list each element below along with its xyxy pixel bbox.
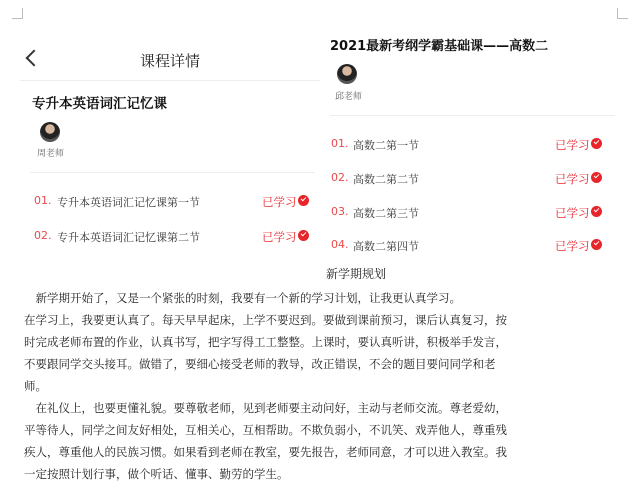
lesson-title: 专升本英语词汇记忆课第一节: [57, 196, 200, 209]
teacher-name: 邱老师: [335, 92, 363, 102]
essay-line: 在学习上，我要更认真了。每天早早起床，上学不要迟到。要做到课前预习，课后认真复习，按: [24, 313, 507, 327]
lesson-row[interactable]: [331, 137, 603, 157]
lesson-number: 03.: [331, 205, 349, 218]
course-detail-panel: [20, 48, 320, 112]
lesson-row[interactable]: [34, 194, 310, 214]
lesson-title: 高数二第四节: [353, 240, 419, 253]
lesson-number: 02.: [34, 229, 52, 242]
essay-line: 疾人，尊重他人的民族习惯。如果看到老师在教室，要先报告，老师同意，才可以进入教室。我: [24, 445, 507, 459]
lesson-row[interactable]: [331, 238, 603, 258]
teacher-avatar[interactable]: [337, 64, 357, 84]
lesson-row[interactable]: [34, 229, 310, 249]
lesson-title: 高数二第一节: [353, 139, 419, 152]
essay-line: 新学期开始了，又是一个紧张的时刻，我要有一个新的学习计划，让我更认真学习。: [24, 291, 461, 305]
check-icon: [298, 195, 309, 206]
lesson-row[interactable]: [331, 171, 603, 191]
lesson-number: 01.: [331, 137, 349, 150]
essay-line: 师。: [24, 379, 47, 393]
essay-title: 新学期规划: [326, 267, 387, 281]
lesson-title: 专升本英语词汇记忆课第二节: [57, 231, 200, 244]
teacher-name: 周老师: [37, 149, 65, 159]
crop-mark: [12, 8, 23, 19]
essay-line: 在礼仪上，也要更懂礼貌。要尊敬老师，见到老师要主动问好，主动与老师交流。尊老爱幼，: [24, 401, 507, 415]
course-title: 专升本英语词汇记忆课: [32, 96, 167, 112]
divider: [30, 172, 315, 173]
header-title: 课程详情: [139, 52, 200, 70]
lesson-status: 已学习: [555, 239, 590, 253]
lesson-number: 01.: [34, 194, 52, 207]
essay-line: 一定按照计划行事，做个听话、懂事、勤劳的学生。: [24, 467, 289, 481]
lesson-title: 高数二第二节: [353, 173, 419, 186]
lesson-number: 02.: [331, 171, 349, 184]
lesson-status: 已学习: [262, 230, 297, 244]
essay-line: 不要跟同学交头接耳。做错了，要细心接受老师的教导，改正错误，不会的题目要问同学和老: [24, 357, 496, 371]
lesson-title: 高数二第三节: [353, 207, 419, 220]
header-bar: [20, 48, 320, 81]
lesson-status: 已学习: [262, 195, 297, 209]
check-icon: [591, 206, 602, 217]
lesson-number: 04.: [331, 238, 349, 251]
lesson-status: 已学习: [555, 206, 590, 220]
crop-mark: [617, 8, 628, 19]
course-title: 2021最新考纲学霸基础课——高数二: [330, 39, 549, 54]
lesson-status: 已学习: [555, 138, 590, 152]
divider: [330, 115, 615, 116]
lesson-status: 已学习: [555, 172, 590, 186]
lesson-row[interactable]: [331, 205, 603, 225]
check-icon: [591, 239, 602, 250]
check-icon: [298, 230, 309, 241]
teacher-avatar[interactable]: [40, 122, 60, 142]
check-icon: [591, 138, 602, 149]
essay-line: 平等待人，同学之间友好相处，互相关心，互相帮助。不欺负弱小，不讥笑、戏弄他人，尊重残: [24, 423, 507, 437]
check-icon: [591, 172, 602, 183]
essay-line: 时完成老师布置的作业，认真书写，把字写得工工整整。上课时，要认真听讲，积极举手发言，: [24, 335, 507, 349]
